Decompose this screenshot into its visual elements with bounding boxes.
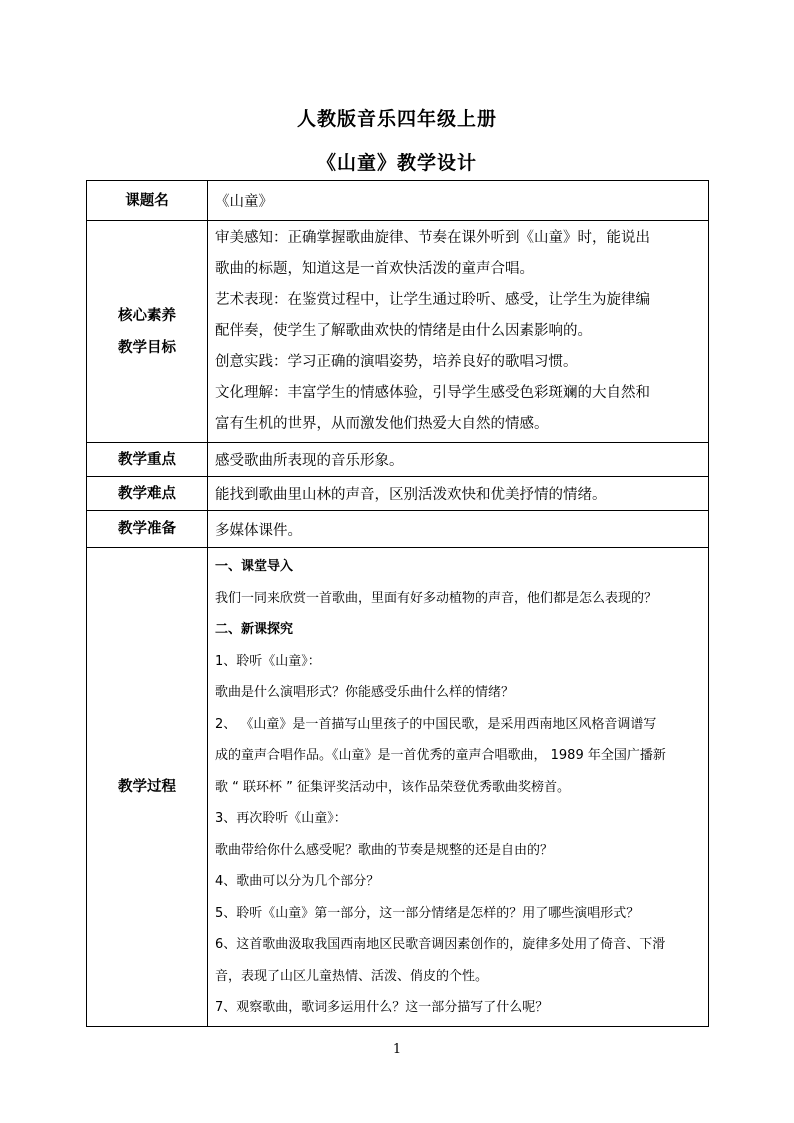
table-row-topic bbox=[87, 181, 709, 221]
goals-line: 文化理解：丰富学生的情感体验，引导学生感受色彩斑斓的大自然和 bbox=[215, 385, 650, 401]
goals-line: 歌曲的标题，知道这是一首欢快活泼的童声合唱。 bbox=[215, 261, 534, 277]
key-points-label: 教学重点 bbox=[87, 443, 208, 477]
goals-label bbox=[87, 221, 208, 443]
goals-line: 配伴奏，使学生了解歌曲欢快的情绪是由什么因素影响的。 bbox=[215, 323, 592, 339]
preparation-label: 教学准备 bbox=[87, 511, 208, 548]
process-line: 歌 “ 联环杯 ” 征集评奖活动中，该作品荣登优秀歌曲奖榜首。 bbox=[215, 779, 570, 795]
goals-line: 艺术表现：在鉴赏过程中，让学生通过聆听、感受，让学生为旋律编 bbox=[215, 292, 650, 308]
process-label: 教学过程 bbox=[87, 548, 208, 1027]
process-line: 1、聆听《山童》： bbox=[215, 653, 321, 669]
goals-content bbox=[208, 221, 709, 443]
document-title: 人教版音乐四年级上册 bbox=[296, 108, 497, 130]
key-points-value: 感受歌曲所表现的音乐形象。 bbox=[208, 443, 709, 477]
table-row-process bbox=[87, 548, 709, 1027]
preparation-value: 多媒体课件。 bbox=[208, 511, 709, 548]
goals-line: 审美感知：正确掌握歌曲旋律、节奏在课外听到《山童》时，能说出 bbox=[215, 230, 650, 246]
topic-label: 课题名 bbox=[87, 181, 208, 221]
goals-line: 创意实践：学习正确的演唱姿势，培养良好的歌唱习惯。 bbox=[215, 354, 578, 370]
process-heading: 一、课堂导入 bbox=[215, 559, 294, 574]
process-line: 歌曲是什么演唱形式？你能感受乐曲什么样的情绪？ bbox=[215, 685, 515, 700]
page-number: 1 bbox=[392, 1042, 402, 1057]
process-heading: 二、新课探究 bbox=[215, 622, 294, 637]
process-content bbox=[208, 548, 709, 1027]
process-line: 7、观察歌曲，歌词多运用什么？这一部分描写了什么呢？ bbox=[215, 1000, 549, 1015]
table-row-preparation bbox=[87, 511, 709, 548]
goals-line: 富有生机的世界，从而激发他们热爱大自然的情感。 bbox=[215, 416, 549, 432]
process-line: 4、歌曲可以分为几个部分？ bbox=[215, 874, 380, 889]
process-line: 5、聆听《山童》第一部分，这一部分情绪是怎样的？用了哪些演唱形式？ bbox=[215, 905, 640, 921]
process-line: 成的童声合唱作品。《山童》是一首优秀的童声合唱歌曲， 1989 年全国广播新 bbox=[215, 748, 666, 763]
goals-label-line2: 教学目标 bbox=[118, 339, 176, 356]
process-line: 2、 《山童》是一首描写山里孩子的中国民歌，是采用西南地区风格音调谱写 bbox=[215, 716, 657, 732]
goals-label-line1: 核心素养 bbox=[118, 307, 176, 324]
process-line: 歌曲带给你什么感受呢？歌曲的节奏是规整的还是自由的？ bbox=[215, 842, 554, 858]
difficulties-label: 教学难点 bbox=[87, 477, 208, 511]
process-line: 3、再次聆听《山童》： bbox=[215, 811, 347, 826]
table-row-key-points bbox=[87, 443, 709, 477]
difficulties-value: 能找到歌曲里山林的声音，区别活泼欢快和优美抒情的情绪。 bbox=[208, 477, 709, 511]
lesson-plan-table bbox=[86, 180, 709, 1027]
process-line: 6、这首歌曲汲取我国西南地区民歌音调因素创作的，旋律多处用了倚音、下滑 bbox=[215, 937, 666, 952]
process-line: 我们一同来欣赏一首歌曲，里面有好多动植物的声音，他们都是怎么表现的？ bbox=[215, 590, 658, 606]
process-line: 音，表现了山区儿童热情、活泼、俏皮的个性。 bbox=[215, 968, 489, 984]
document-subtitle: 《山童》教学设计 bbox=[316, 152, 477, 174]
table-row-goals bbox=[87, 221, 709, 443]
topic-value: 《山童》 bbox=[208, 181, 709, 221]
table-row-difficulties bbox=[87, 477, 709, 511]
